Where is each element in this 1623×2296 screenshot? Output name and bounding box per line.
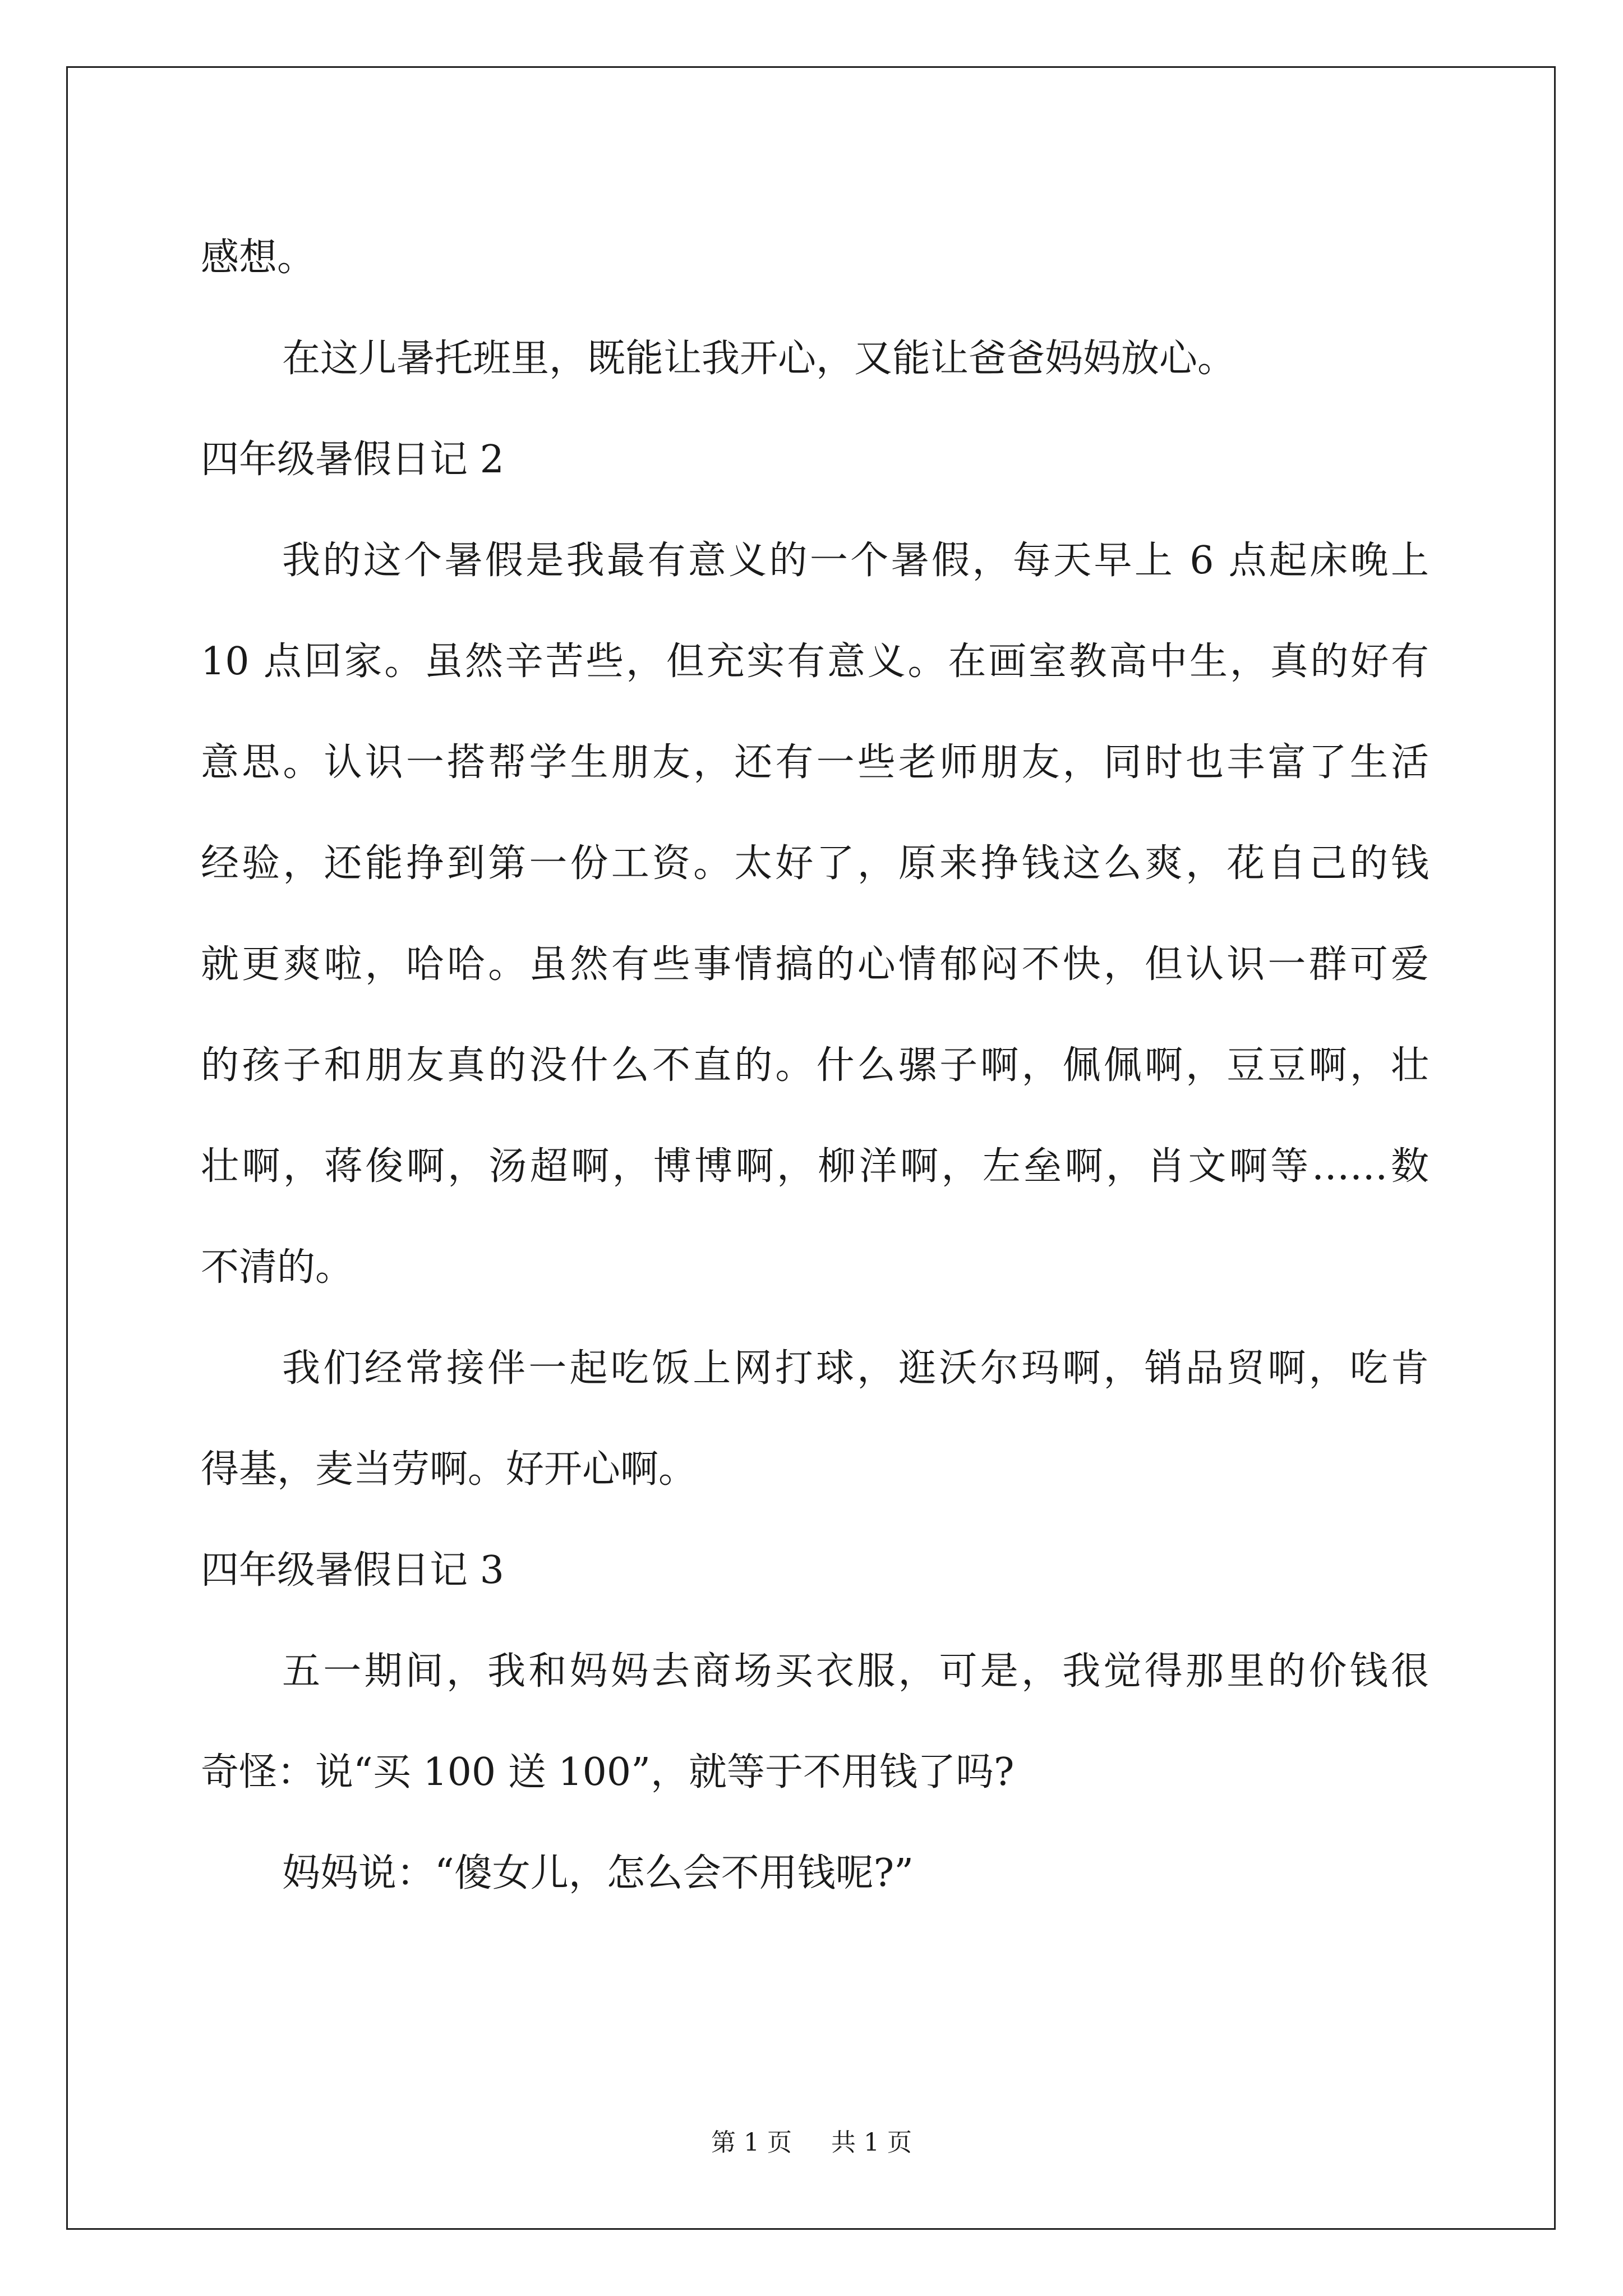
text-line: 得基，麦当劳啊。好开心啊。: [201, 1447, 697, 1492]
text-line: 我的这个暑假是我最有意义的一个暑假，每天早上 6 点起床晚上: [282, 539, 1429, 583]
text-line: 壮啊，蒋俊啊，汤超啊，博博啊，柳洋啊，左垒啊，肖文啊等……数: [201, 1144, 1429, 1189]
section-heading: 四年级暑假日记 2: [201, 438, 504, 482]
text-line: 我们经常接伴一起吃饭上网打球，逛沃尔玛啊，销品贸啊，吃肯: [282, 1346, 1429, 1391]
section-heading: 四年级暑假日记 3: [201, 1548, 504, 1593]
page-footer: [0, 2126, 1623, 2160]
text-line: 不清的。: [201, 1245, 354, 1290]
text-line: 妈妈说：“傻女儿，怎么会不用钱呢?”: [282, 1851, 914, 1895]
text-line: 奇怪：说“买 100 送 100”，就等于不用钱了吗?: [201, 1750, 1015, 1795]
page-number-total: 共 1 页: [831, 2128, 912, 2157]
text-line: 在这儿暑托班里，既能让我开心，又能让爸爸妈妈放心。: [282, 337, 1236, 381]
page-number-current: 第 1 页: [711, 2128, 792, 2157]
text-line: 就更爽啦，哈哈。虽然有些事情搞的心情郁闷不快，但认识一群可爱: [201, 942, 1429, 987]
text-line: 10 点回家。虽然辛苦些，但充实有意义。在画室教高中生，真的好有: [201, 639, 1429, 684]
text-line: 五一期间，我和妈妈去商场买衣服，可是，我觉得那里的价钱很: [282, 1649, 1429, 1694]
text-line: 的孩子和朋友真的没什么不直的。什么骡子啊，佩佩啊，豆豆啊，壮: [201, 1043, 1429, 1088]
text-line: 感想。: [201, 236, 316, 280]
text-line: 意思。认识一搭帮学生朋友，还有一些老师朋友，同时也丰富了生活: [201, 740, 1429, 785]
text-line: 经验，还能挣到第一份工资。太好了，原来挣钱这么爽，花自己的钱: [201, 841, 1429, 886]
document-body: [201, 208, 1429, 1924]
